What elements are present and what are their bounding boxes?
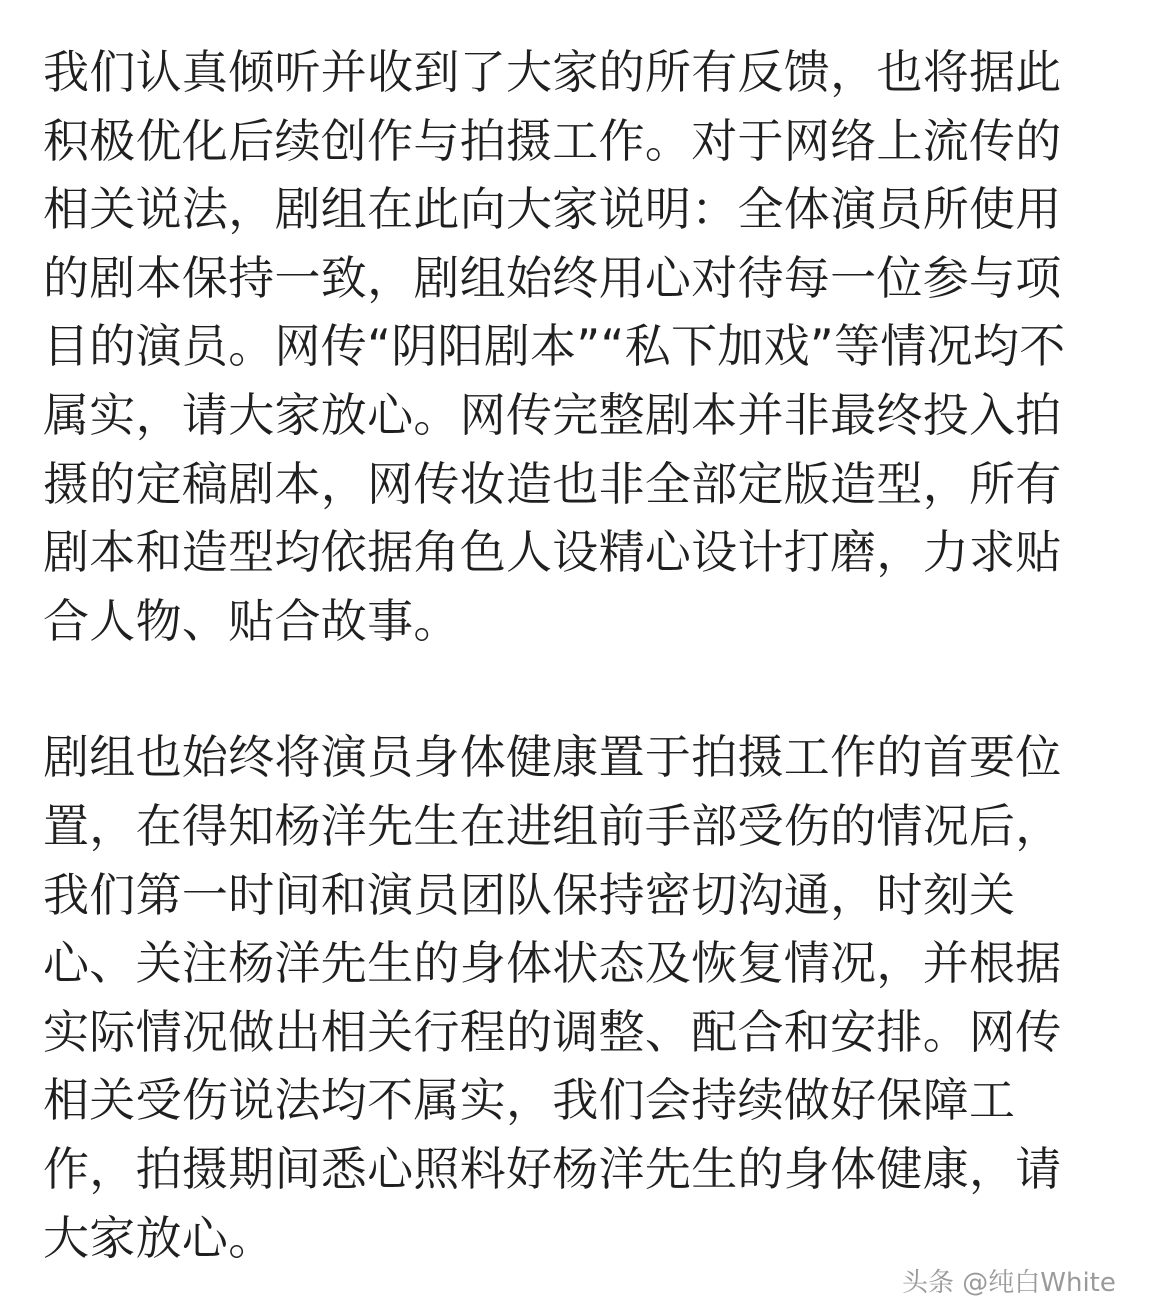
text-line: 置，在得知杨洋先生在进组前手部受伤的情况后， [43,798,1062,853]
text-line: 大家放心。 [43,1210,275,1265]
text-line: 剧组也始终将演员身体健康置于拍摄工作的首要位 [43,730,1062,785]
paragraph-spacer [43,655,1153,723]
text-line: 合人物、贴合故事。 [43,593,460,648]
paragraph-1 [43,38,1153,655]
paragraph-2 [43,723,1153,1272]
text-line: 的剧本保持一致，剧组始终用心对待每一位参与项 [43,250,1062,305]
text-line: 我们第一时间和演员团队保持密切沟通，时刻关 [43,867,1016,922]
text-line: 属实，请大家放心。网传完整剧本并非最终投入拍 [43,387,1062,442]
text-line: 我们认真倾听并收到了大家的所有反馈，也将据此 [43,45,1062,99]
text-line: 相关说法，剧组在此向大家说明：全体演员所使用 [43,182,1062,237]
text-line: 心、关注杨洋先生的身体状态及恢复情况，并根据 [43,936,1062,991]
text-line: 积极优化后续创作与拍摄工作。对于网络上流传的 [43,113,1062,168]
text-line: 作，拍摄期间悉心照料好杨洋先生的身体健康，请 [43,1141,1062,1196]
text-line: 实际情况做出相关行程的调整、配合和安排。网传 [43,1004,1062,1059]
text-line: 剧本和造型均依据角色人设精心设计打磨，力求贴 [43,525,1062,580]
watermark: 头条 @纯白White [902,1268,1116,1298]
text-line: 目的演员。网传“阴阳剧本”“私下加戏”等情况均不 [43,319,1066,374]
post-body [43,38,1153,1272]
text-line: 相关受伤说法均不属实，我们会持续做好保障工 [43,1073,1016,1128]
text-line: 摄的定稿剧本，网传妆造也非全部定版造型，所有 [43,456,1062,511]
